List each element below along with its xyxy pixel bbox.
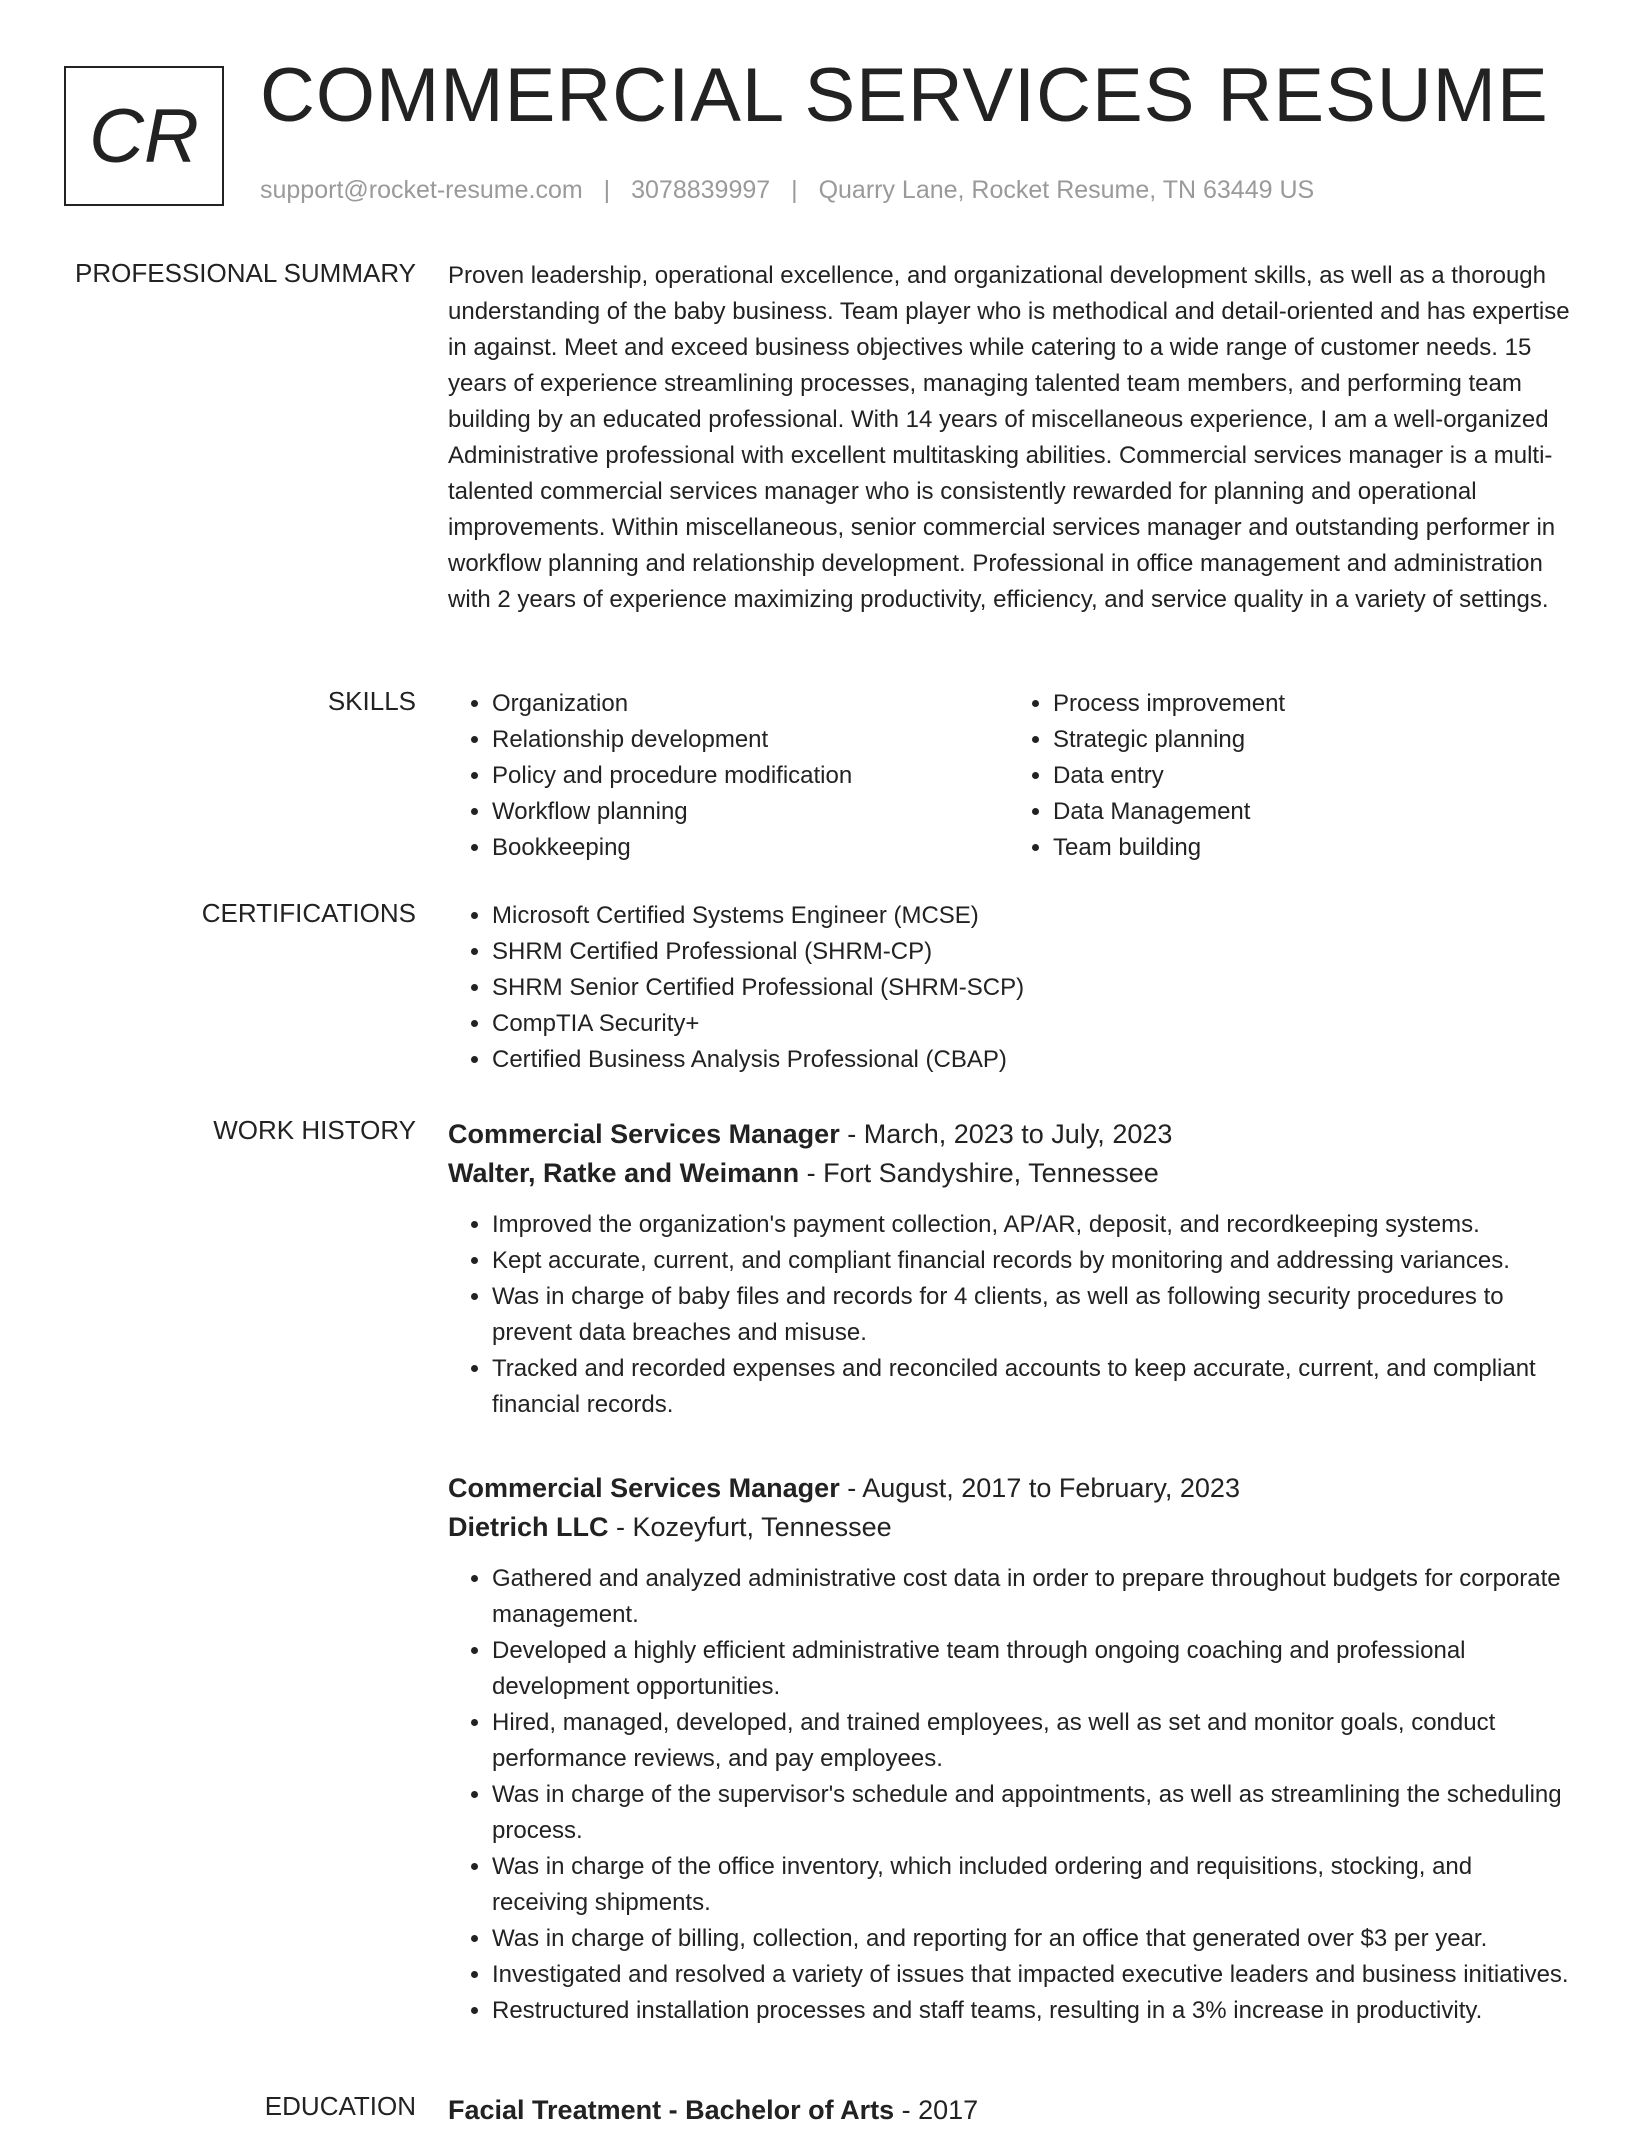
certification-item: • SHRM Certified Professional (SHRM-CP) (492, 934, 1570, 970)
work-history-body (448, 1115, 1570, 2029)
job-title: Commercial Services Manager (448, 1473, 840, 1503)
contact-separator: | (603, 176, 611, 204)
job-entry (448, 1115, 1570, 1423)
education-degree: Facial Treatment - Bachelor of Arts (448, 2095, 895, 2125)
section-label-certifications: CERTIFICATIONS (201, 898, 416, 928)
job-company-line (448, 1508, 1570, 1547)
job-bullets (448, 1207, 1570, 1423)
job-bullet: • Hired, managed, developed, and trained employees, as well as set and monitor goals, conduct performance reviews, and pay employees. (492, 1705, 1570, 1777)
education-year: - 2017 (894, 2095, 979, 2125)
skill-item: • Data Management (1053, 794, 1570, 830)
job-bullet: • Developed a highly efficient administrative team through ongoing coaching and professional development opportunities. (492, 1633, 1570, 1705)
job-title: Commercial Services Manager (448, 1119, 840, 1149)
skill-item: • Relationship development (492, 722, 1009, 758)
job-location: - Kozeyfurt, Tennessee (608, 1512, 892, 1542)
education-line (448, 2091, 1570, 2130)
certification-item: • Microsoft Certified Systems Engineer (MCSE) (492, 898, 1570, 934)
contact-line (260, 176, 1314, 205)
certification-item: • Certified Business Analysis Professional (CBAP) (492, 1042, 1570, 1078)
contact-email[interactable]: support@rocket-resume.com (260, 176, 583, 204)
skill-item: • Bookkeeping (492, 830, 1009, 866)
section-label-summary: PROFESSIONAL SUMMARY (75, 258, 416, 288)
certifications-list (448, 898, 1570, 1078)
contact-address: Quarry Lane, Rocket Resume, TN 63449 US (818, 176, 1315, 204)
resume-title: COMMERCIAL SERVICES RESUME (260, 53, 1549, 138)
certification-item: • SHRM Senior Certified Professional (SHRM-SCP) (492, 970, 1570, 1006)
skill-item: • Organization (492, 686, 1009, 722)
certifications-body (448, 898, 1570, 1078)
job-title-line (448, 1469, 1570, 1508)
skill-item: • Workflow planning (492, 794, 1009, 830)
skill-item: • Strategic planning (1053, 722, 1570, 758)
certification-item: • CompTIA Security+ (492, 1006, 1570, 1042)
education-body (448, 2091, 1570, 2130)
skill-item: • Policy and procedure modification (492, 758, 1009, 794)
job-company: Walter, Ratke and Weimann (448, 1158, 800, 1188)
job-entry (448, 1469, 1570, 2029)
section-label-work-history: WORK HISTORY (213, 1115, 416, 1145)
contact-separator: | (791, 176, 798, 204)
section-label-skills: SKILLS (327, 686, 416, 716)
job-dates: - August, 2017 to February, 2023 (839, 1473, 1240, 1503)
job-bullet: • Was in charge of the office inventory, which included ordering and requisitions, stocking, and receiving shipments. (492, 1849, 1570, 1921)
job-bullet: • Kept accurate, current, and compliant financial records by monitoring and addressing variances. (492, 1243, 1570, 1279)
job-title-line (448, 1115, 1570, 1154)
summary-text: Proven leadership, operational excellence, and organizational development skills, as well as a thorough understanding of the baby business. Team player who is methodical and detail-oriented and has expertise in against. Meet and exceed business objectives while catering to a wide range of customer needs. 15 years of experience streamlining processes, managing talented team members, and performing team building by an educated professional. With 14 years of miscellaneous experience, I am a well-organized Administrative professional with excellent multitasking abilities. Commercial services manager is a multi-talented commercial services manager who is consistently rewarded for planning and operational improvements. Within miscellaneous, senior commercial services manager and outstanding performer in workflow planning and relationship development. Professional in office management and administration with 2 years of experience maximizing productivity, efficiency, and service quality in a variety of settings. (448, 262, 1570, 613)
job-bullets (448, 1561, 1570, 2029)
section-label-education: EDUCATION (264, 2091, 416, 2121)
skill-item: • Data entry (1053, 758, 1570, 794)
skills-columns (448, 686, 1570, 866)
job-location: - Fort Sandyshire, Tennessee (799, 1158, 1159, 1188)
skills-list-left (448, 686, 1009, 866)
job-bullet: • Gathered and analyzed administrative cost data in order to prepare throughout budgets for corporate management. (492, 1561, 1570, 1633)
job-bullet: • Improved the organization's payment collection, AP/AR, deposit, and recordkeeping systems. (492, 1207, 1570, 1243)
job-bullet: • Was in charge of billing, collection, and reporting for an office that generated over $3 per year. (492, 1921, 1570, 1957)
contact-phone[interactable]: 3078839997 (631, 176, 771, 204)
skills-list-right (1009, 686, 1570, 866)
skill-item: • Process improvement (1053, 686, 1570, 722)
job-dates: - March, 2023 to July, 2023 (839, 1119, 1173, 1149)
job-bullet: • Restructured installation processes and staff teams, resulting in a 3% increase in productivity. (492, 1993, 1570, 2029)
job-bullet: • Investigated and resolved a variety of issues that impacted executive leaders and business initiatives. (492, 1957, 1570, 1993)
job-company: Dietrich LLC (448, 1512, 609, 1542)
job-bullet: • Tracked and recorded expenses and reconciled accounts to keep accurate, current, and compliant financial records. (492, 1351, 1570, 1423)
job-bullet: • Was in charge of baby files and records for 4 clients, as well as following security procedures to prevent data breaches and misuse. (492, 1279, 1570, 1351)
skill-item: • Team building (1053, 830, 1570, 866)
monogram-logo: CR (64, 66, 224, 206)
job-bullet: • Was in charge of the supervisor's schedule and appointments, as well as streamlining the scheduling process. (492, 1777, 1570, 1849)
job-company-line (448, 1154, 1570, 1193)
